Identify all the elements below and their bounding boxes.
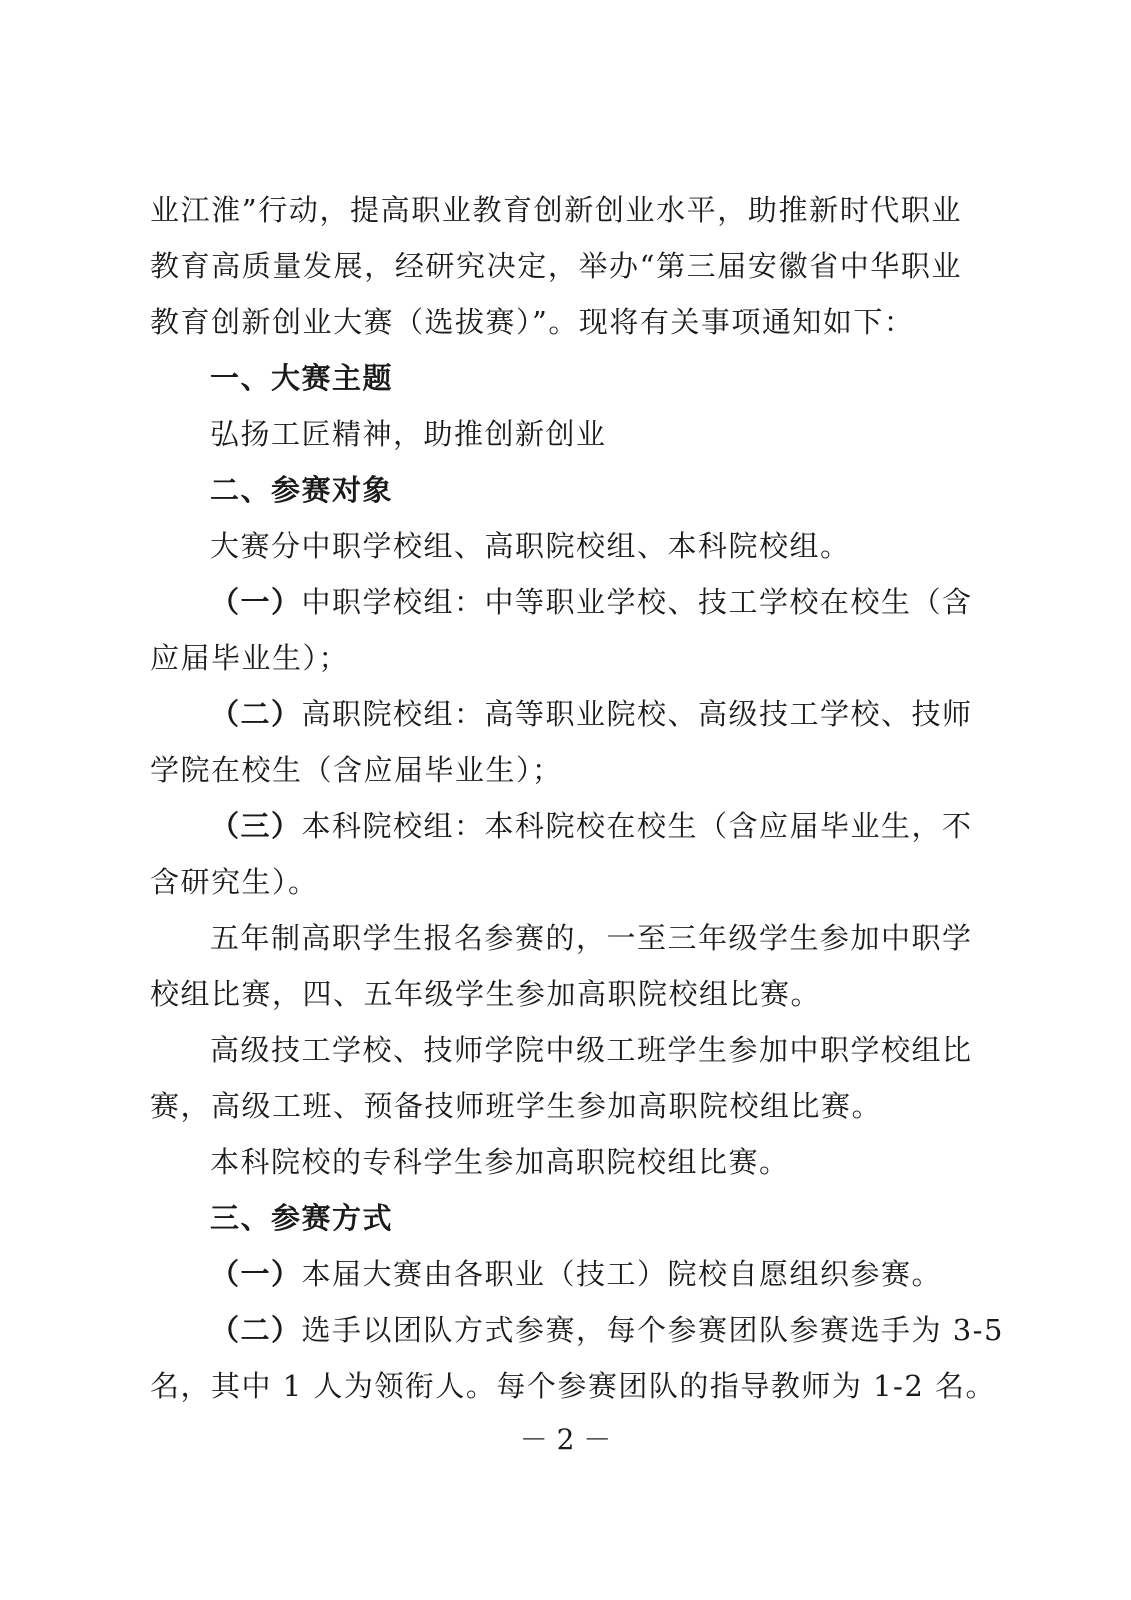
paragraph-line: 应届毕业生）； bbox=[150, 641, 350, 675]
section-heading-participants: 二、参赛对象 bbox=[210, 473, 394, 507]
list-marker: （一） bbox=[210, 585, 302, 619]
document-body bbox=[150, 182, 1004, 1414]
paragraph-line: 本科院校的专科学生参加高职院校组比赛。 bbox=[210, 1145, 790, 1179]
paragraph-line: 五年制高职学生报名参赛的，一至三年级学生参加中职学 bbox=[210, 921, 973, 955]
list-marker: （三） bbox=[210, 809, 302, 843]
section-heading-theme: 一、大赛主题 bbox=[210, 361, 394, 395]
paragraph-line: 大赛分中职学校组、高职院校组、本科院校组。 bbox=[210, 529, 851, 563]
list-marker: （二） bbox=[210, 1313, 302, 1347]
page-number: － 2 － bbox=[519, 1423, 612, 1456]
paragraph-line: 教育创新创业大赛（选拔赛）”。现将有关事项通知如下： bbox=[150, 305, 915, 339]
list-item-undergraduate-group: （三）本科院校组：本科院校在校生（含应届毕业生，不 bbox=[210, 809, 973, 843]
list-item-secondary-group: （一）中职学校组：中等职业学校、技工学校在校生（含 bbox=[210, 585, 973, 619]
paragraph-line: 含研究生）。 bbox=[150, 865, 319, 899]
list-item-higher-vocational-group: （二）高职院校组：高等职业院校、高级技工学校、技师 bbox=[210, 697, 973, 731]
list-item-voluntary-participation: （一）本届大赛由各职业（技工）院校自愿组织参赛。 bbox=[210, 1257, 943, 1291]
list-marker: （一） bbox=[210, 1257, 302, 1291]
paragraph-line: 高级技工学校、技师学院中级工班学生参加中职学校组比 bbox=[210, 1033, 973, 1067]
paragraph-line: 学院在校生（含应届毕业生）； bbox=[150, 753, 563, 787]
paragraph-line: 名，其中 1 人为领衔人。每个参赛团队的指导教师为 1-2 名。 bbox=[150, 1369, 997, 1403]
paragraph-line: 教育高质量发展，经研究决定，举办“第三届安徽省中华职业 bbox=[150, 249, 962, 283]
paragraph-line: 弘扬工匠精神，助推创新创业 bbox=[210, 417, 607, 451]
paragraph-line: 校组比赛，四、五年级学生参加高职院校组比赛。 bbox=[150, 977, 822, 1011]
paragraph-line: 赛，高级工班、预备技师班学生参加高职院校组比赛。 bbox=[150, 1089, 883, 1123]
list-marker: （二） bbox=[210, 697, 302, 731]
section-heading-method: 三、参赛方式 bbox=[210, 1201, 394, 1235]
list-item-team-composition: （二）选手以团队方式参赛，每个参赛团队参赛选手为 3-5 bbox=[210, 1313, 1004, 1347]
paragraph-line: 业江淮”行动，提高职业教育创新创业水平，助推新时代职业 bbox=[150, 193, 962, 227]
